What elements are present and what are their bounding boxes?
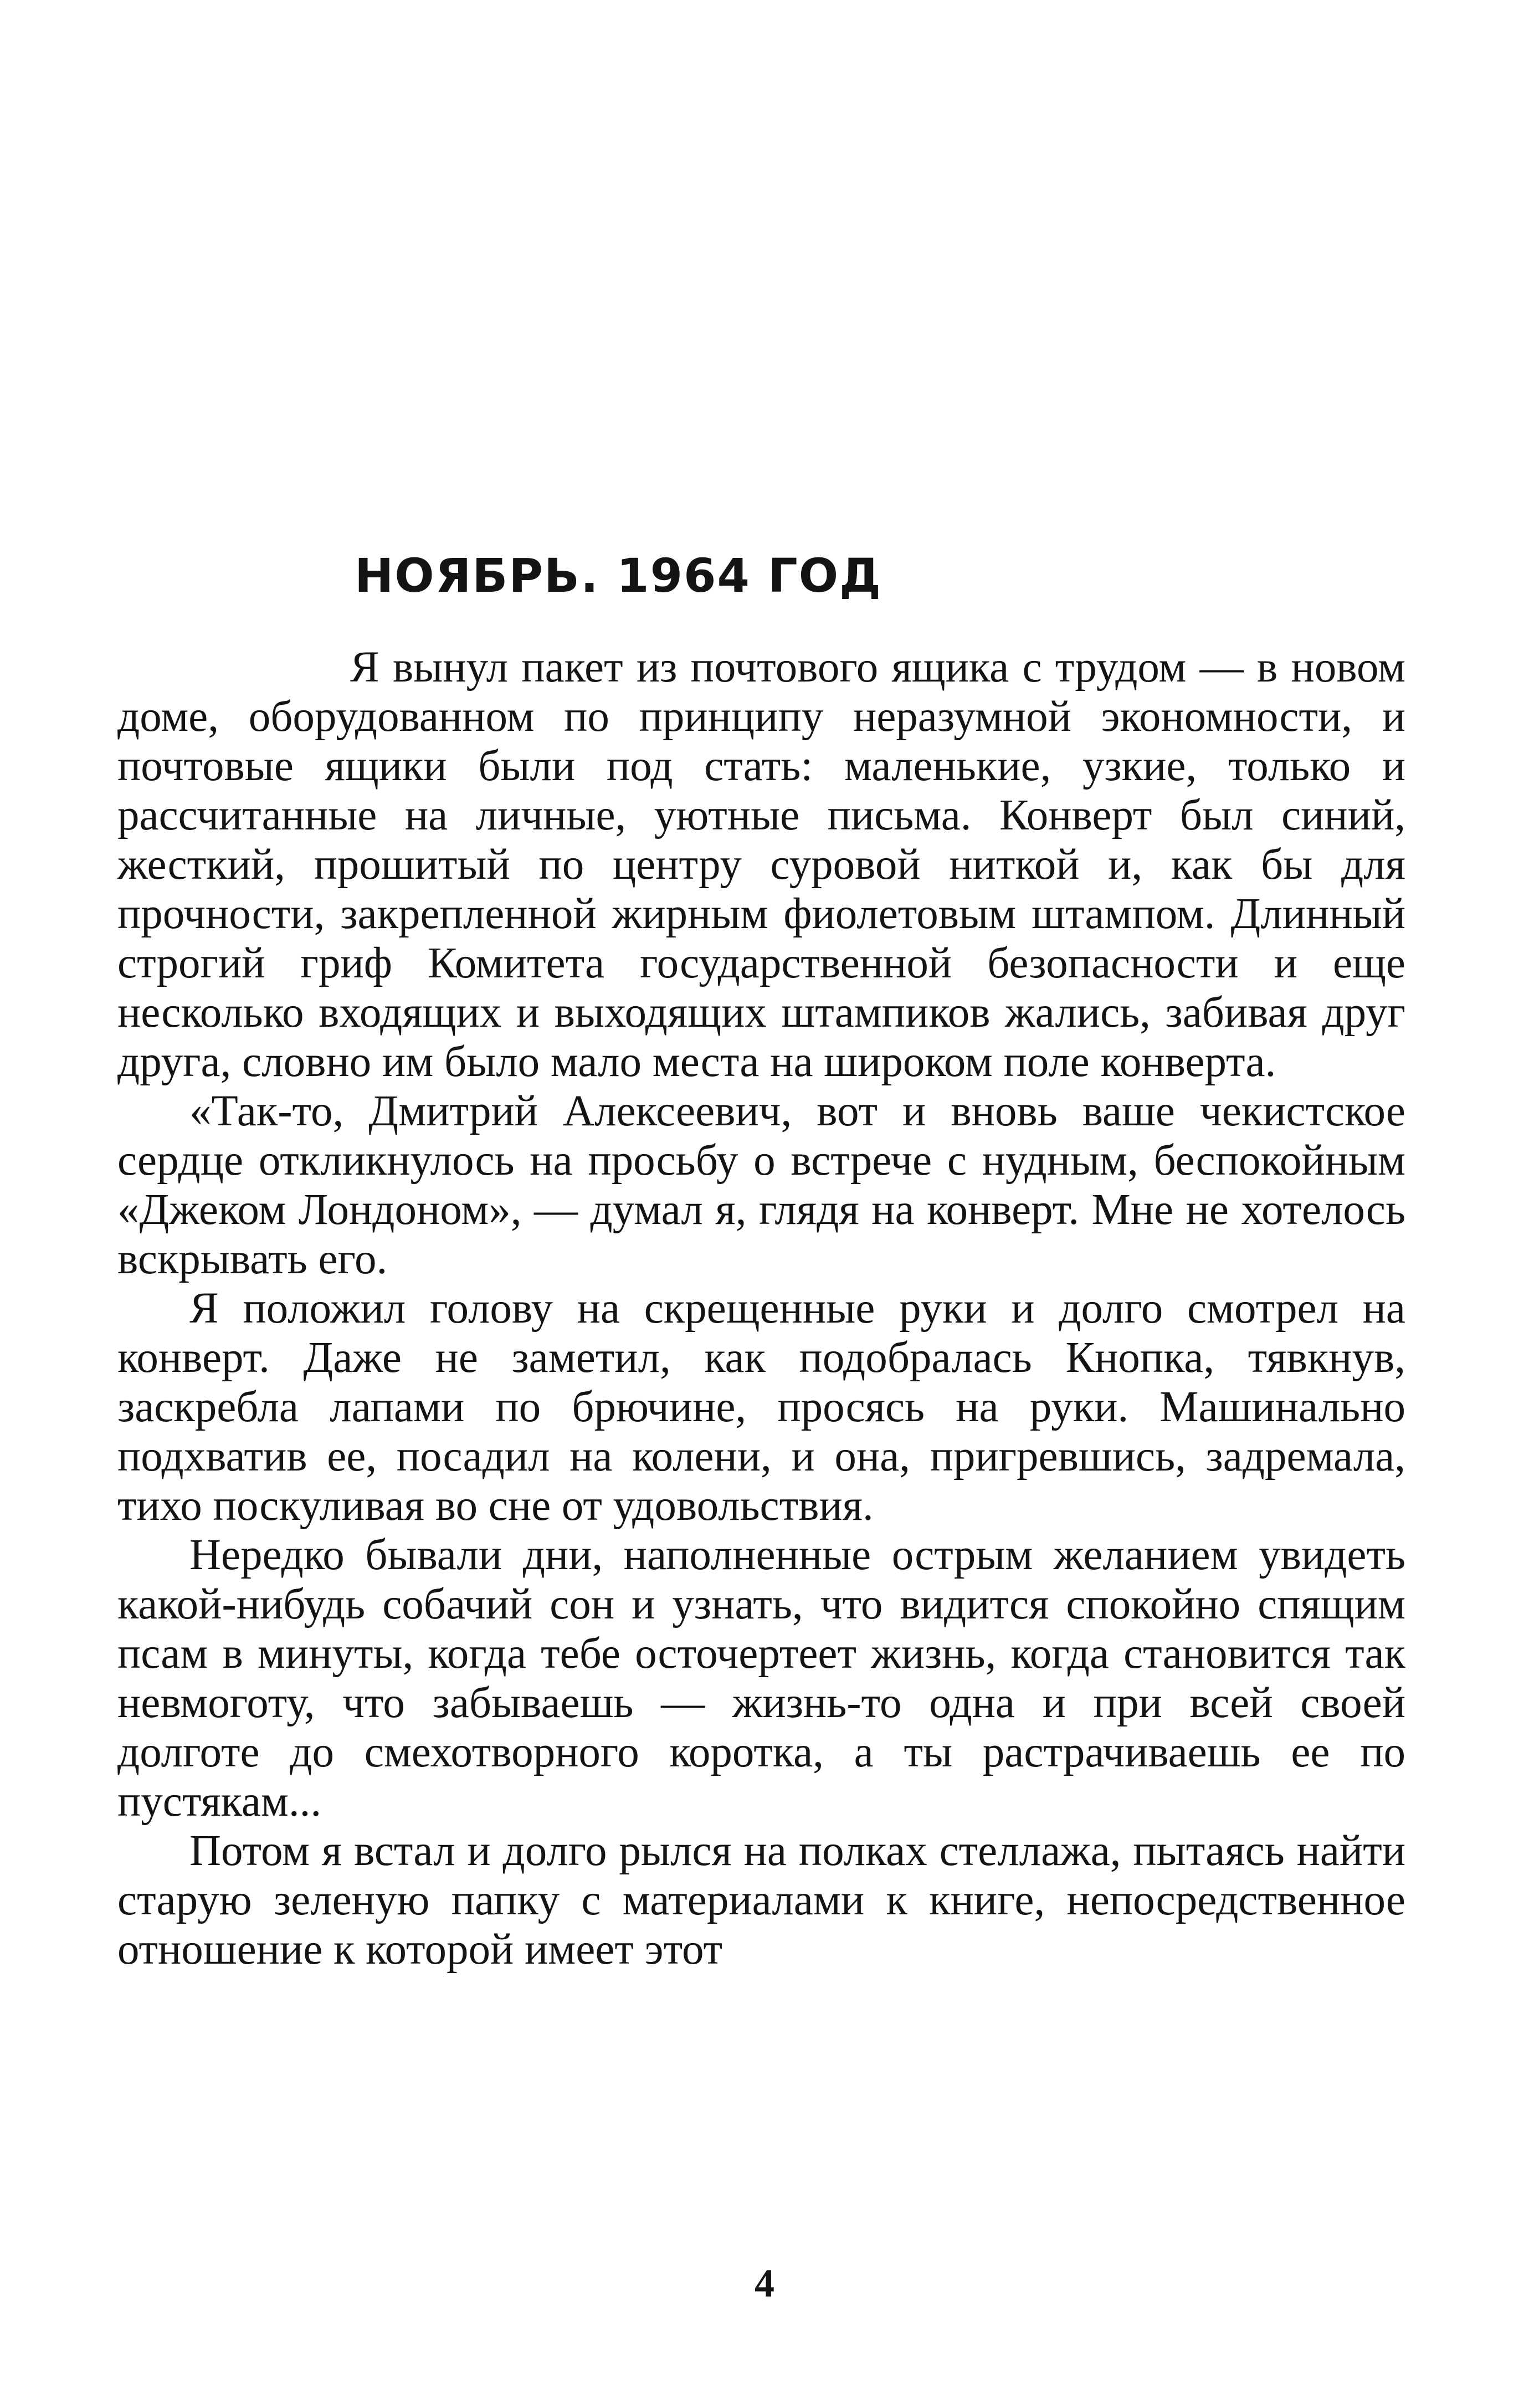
paragraph-4: Нередко бывали дни, наполненные острым желанием увидеть какой-нибудь собачий сон и узнать, что видится спокойно спящим псам в минуты, когда тебе осточертеет жизнь, когда становится так невмоготу, что забываешь — жизнь-то одна и при всей своей долготе до смехотворного коротка, а ты растрачиваешь ее по пустякам...: [117, 1531, 1405, 1826]
paragraph-5: Потом я встал и долго рылся на полках стеллажа, пытаясь найти старую зеленую папку с материалами к книге, непосредственное отношение к которой имеет этот: [117, 1827, 1405, 1974]
chapter-heading: НОЯБРЬ. 1964 ГОД: [355, 549, 882, 603]
paragraph-2: «Так-то, Дмитрий Алексеевич, вот и вновь ваше чекистское сердце откликнулось на просьбу о встрече с нудным, беспокойным «Джеком Лондоном», — думал я, глядя на конверт. Мне не хотелось вскрывать его.: [117, 1087, 1405, 1283]
page-number: 4: [755, 2261, 774, 2305]
paragraph-1: Я вынул пакет из почтового ящика с трудом — в новом доме, оборудованном по принципу неразумной экономности, и почтовые ящики были под стать: маленькие, узкие, только и рассчитанные на личные, уютные письма. Конверт был синий, жесткий, прошитый по центру суровой ниткой и, как бы для прочности, закрепленной жирным фиолетовым штампом. Длинный строгий гриф Комитета государственной безопасности и еще несколько входящих и выходящих штампиков жались, забивая друг друга, словно им было мало места на широком поле конверта.: [117, 643, 1405, 1086]
body-text: [117, 643, 1405, 1974]
paragraph-3: Я положил голову на скрещенные руки и долго смотрел на конверт. Даже не заметил, как подобралась Кнопка, тявкнув, заскребла лапами по брючине, просясь на руки. Машинально подхватив ее, посадил на колени, и она, пригревшись, задремала, тихо поскуливая во сне от удовольствия.: [117, 1284, 1405, 1530]
